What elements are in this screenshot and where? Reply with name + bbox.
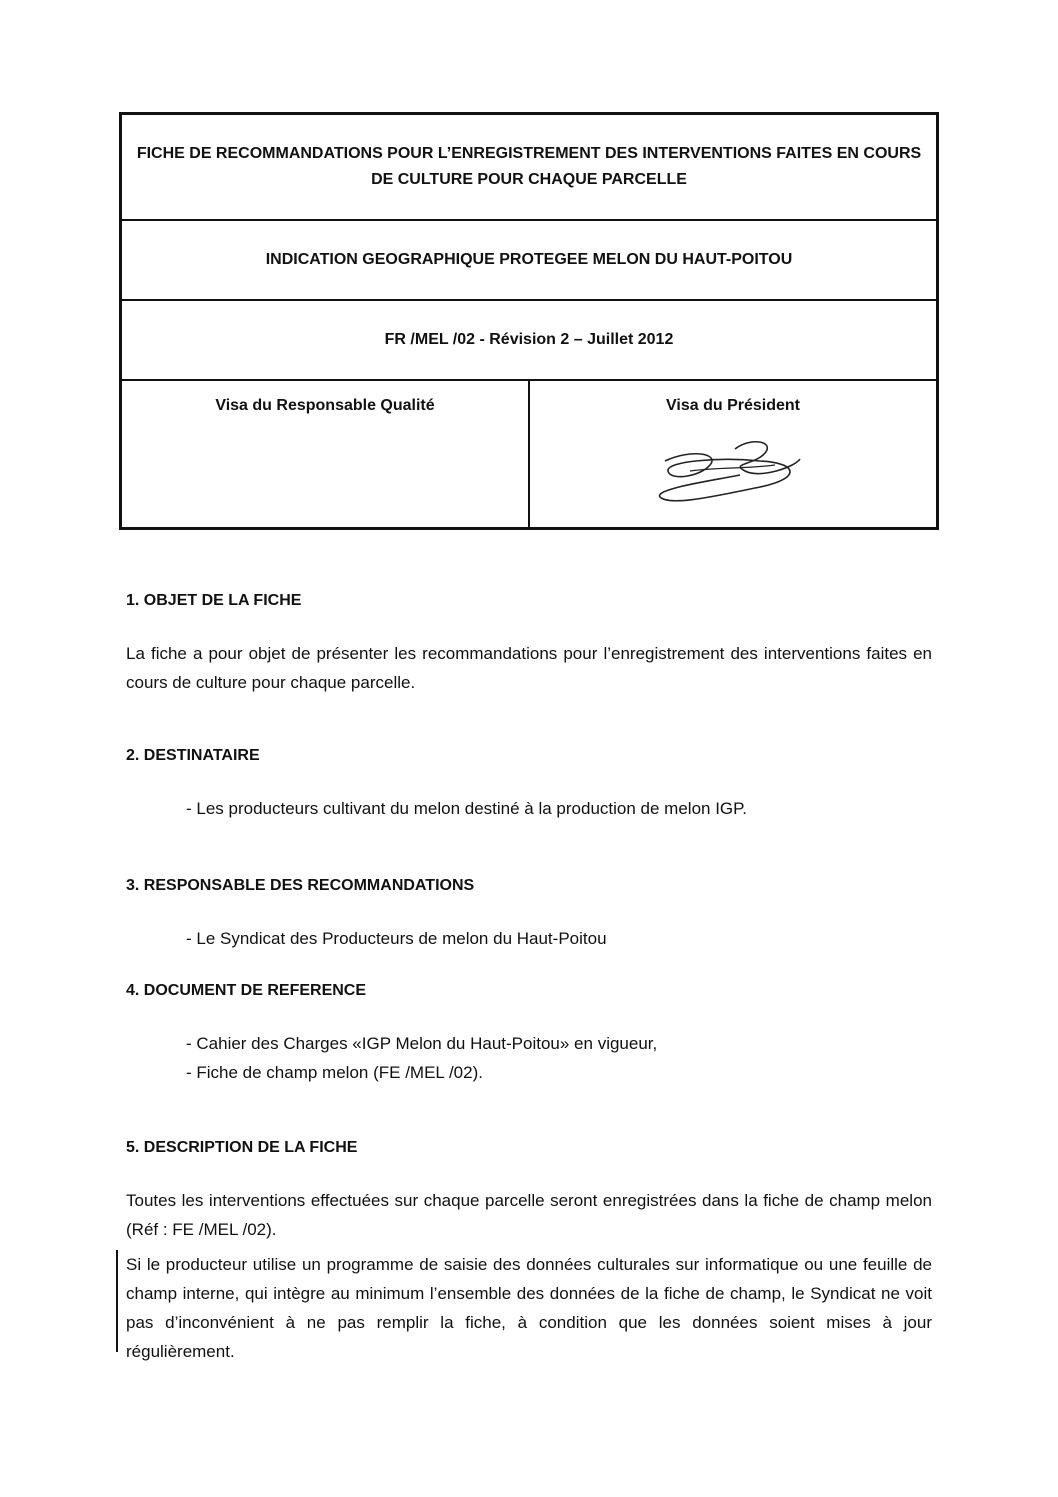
section-objet (126, 586, 932, 697)
visa-president-cell (530, 381, 936, 527)
revision-bar (116, 1250, 118, 1352)
list-item: - Les producteurs cultivant du melon destiné à la production de melon IGP. (186, 799, 748, 818)
section-paragraph: Toutes les interventions effectuées sur chaque parcelle seront enregistrées dans la fiche de champ melon (Réf : FE /MEL /02). (126, 1191, 932, 1239)
section-paragraph: Si le producteur utilise un programme de saisie des données culturales sur informatique ou une feuille de champ interne, qui intègre au minimum l’ensemble des données de la fiche de champ, le Syndicat ne voit pas d’inconvénient à ne pas remplir la fiche, à condition que les données soient mises à jour régulièrement. (126, 1255, 932, 1361)
header-table (119, 112, 939, 530)
section-heading: 3. RESPONSABLE DES RECOMMANDATIONS (126, 877, 475, 894)
document-reference: FR /MEL /02 - Révision 2 – Juillet 2012 (122, 301, 936, 381)
visa-row (122, 381, 936, 527)
section-heading: 2. DESTINATAIRE (126, 747, 260, 764)
section-text: La fiche a pour objet de présenter les recommandations pour l’enregistrement des interventions faites en cours de culture pour chaque parcelle. (126, 644, 932, 692)
document-subtitle: INDICATION GEOGRAPHIQUE PROTEGEE MELON DU HAUT-POITOU (122, 221, 936, 301)
section-destinataire (126, 741, 932, 823)
section-heading: 5. DESCRIPTION DE LA FICHE (126, 1139, 358, 1156)
president-signature (650, 431, 810, 511)
section-document-reference (126, 976, 932, 1087)
list-item: - Fiche de champ melon (FE /MEL /02). (186, 1063, 483, 1082)
visa-president-label: Visa du Président (666, 397, 800, 414)
section-description (126, 1133, 932, 1366)
section-responsable (126, 871, 932, 953)
section-heading: 1. OBJET DE LA FICHE (126, 592, 302, 609)
list-item: - Cahier des Charges «IGP Melon du Haut-Poitou» en vigueur, (186, 1034, 658, 1053)
section-heading: 4. DOCUMENT DE REFERENCE (126, 982, 367, 999)
list-item: - Le Syndicat des Producteurs de melon du Haut-Poitou (186, 929, 607, 948)
visa-quality-cell (122, 381, 530, 527)
document-title: FICHE DE RECOMMANDATIONS POUR L’ENREGISTREMENT DES INTERVENTIONS FAITES EN COURS DE CULTURE POUR CHAQUE PARCELLE (122, 115, 936, 221)
visa-quality-label: Visa du Responsable Qualité (215, 397, 435, 414)
